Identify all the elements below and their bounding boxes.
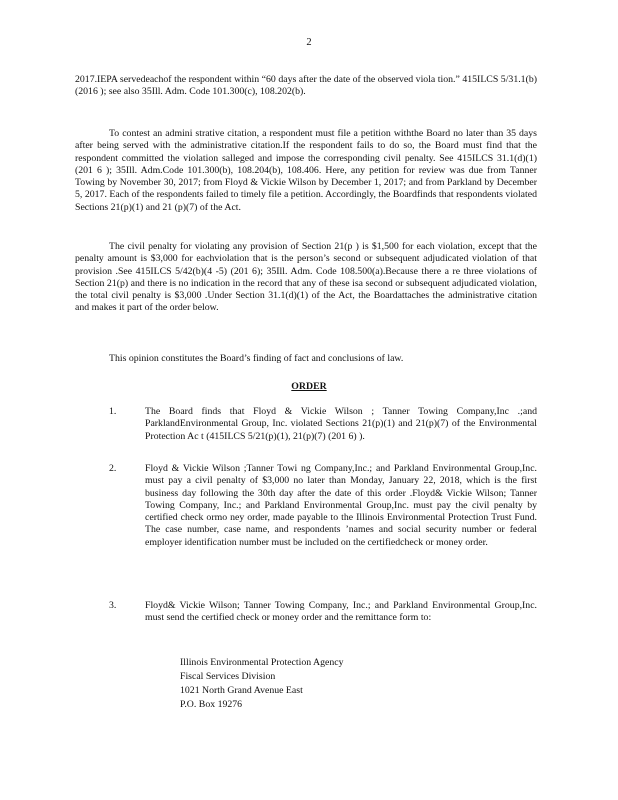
address-line: Illinois Environmental Protection Agency bbox=[180, 657, 344, 668]
order-item bbox=[75, 600, 537, 625]
order-item bbox=[75, 463, 537, 549]
order-item bbox=[75, 406, 537, 443]
order-item-text: Floyd& Vickie Wilson; Tanner Towing Company, Inc.; and Parkland Environmental Group,Inc. must send the certified check or money order and the remittance form to: bbox=[145, 600, 537, 624]
paragraph-service: 2017.IEPA servedeachof the respondent within “60 days after the date of the observed viola tion.” 415ILCS 5/31.1(b) (2016 ); see also 35Ill. Adm. Code 101.300(c), 108.202(b). bbox=[75, 74, 537, 98]
order-item-text: Floyd & Vickie Wilson ;Tanner Towi ng Company,Inc.; and Parkland Environmental Group,Inc. must pay a civil penalty of $3,000 no later than Monday, January 22, 2018, which is the first business day following the 30th day after the date of this order .Floyd& Vickie Wilson; Tanner Towing Company, Inc.; and Parkland Environmental Group,Inc. must pay the civil penalty by certified check ormo ney order, made payable to the Illinois Environmental Protection Trust Fund. The case number, case name, and respondents ’names and social security number or federal employer identification number must be included on the certifiedcheck or money order. bbox=[145, 463, 537, 548]
order-item-number: 3. bbox=[109, 600, 117, 611]
order-item-number: 2. bbox=[109, 463, 117, 474]
address-line: Fiscal Services Division bbox=[180, 671, 276, 682]
remittance-address bbox=[180, 656, 344, 712]
page-number: 2 bbox=[306, 37, 312, 48]
order-item-text: The Board finds that Floyd & Vickie Wilson ; Tanner Towing Company,Inc .;and ParklandEnvironmental Group, Inc. violated Sections 21(p)(1) and 21(p)(7) of the Environmental Protection Ac t (415ILCS 5/21(p)(1), 21(p)(7) (201 6) ). bbox=[145, 406, 537, 442]
order-item-number: 1. bbox=[109, 406, 117, 417]
paragraph-civil-penalty: The civil penalty for violating any provision of Section 21(p ) is $1,500 for each violation, except that the penalty amount is $3,000 for eachviolation that is the person’s second or subsequent adjudicated violation of that provision .See 415ILCS 5/42(b)(4 -5) (201 6); 35Ill. Adm. Code 108.500(a).Because there a re three violations of Section 21(p) and there is no indication in the record that any of these isa second or subsequent adjudicated violation, the total civil penalty is $3,000 .Under Section 31.1(d)(1) of the Act, the Boardattaches the administrative citation and makes it part of the order below. bbox=[75, 241, 537, 314]
paragraph-opinion-statement: This opinion constitutes the Board’s finding of fact and conclusions of law. bbox=[109, 353, 404, 364]
order-heading: ORDER bbox=[291, 381, 327, 392]
address-line: 1021 North Grand Avenue East bbox=[180, 685, 303, 696]
address-line: P.O. Box 19276 bbox=[180, 699, 243, 710]
paragraph-contest-citation: To contest an admini strative citation, a respondent must file a petition withthe Board no later than 35 days after being served with the administrative citation.If the respondent fails to do so, the Board must find that the respondent committed the violation salleged and impose the corresponding civil penalty. See 415ILCS 31.1(d)(1) (201 6 ); 35Ill. Adm.Code 101.300(b), 108.204(b), 108.406. Here, any petition for review was due from Tanner Towing by November 30, 2017; from Floyd & Vickie Wilson by December 1, 2017; and from Parkland by December 5, 2017. Each of the respondents failed to timely file a petition. Accordingly, the Boardfinds that respondents violated Sections 21(p)(1) and 21 (p)(7) of the Act. bbox=[75, 128, 537, 213]
